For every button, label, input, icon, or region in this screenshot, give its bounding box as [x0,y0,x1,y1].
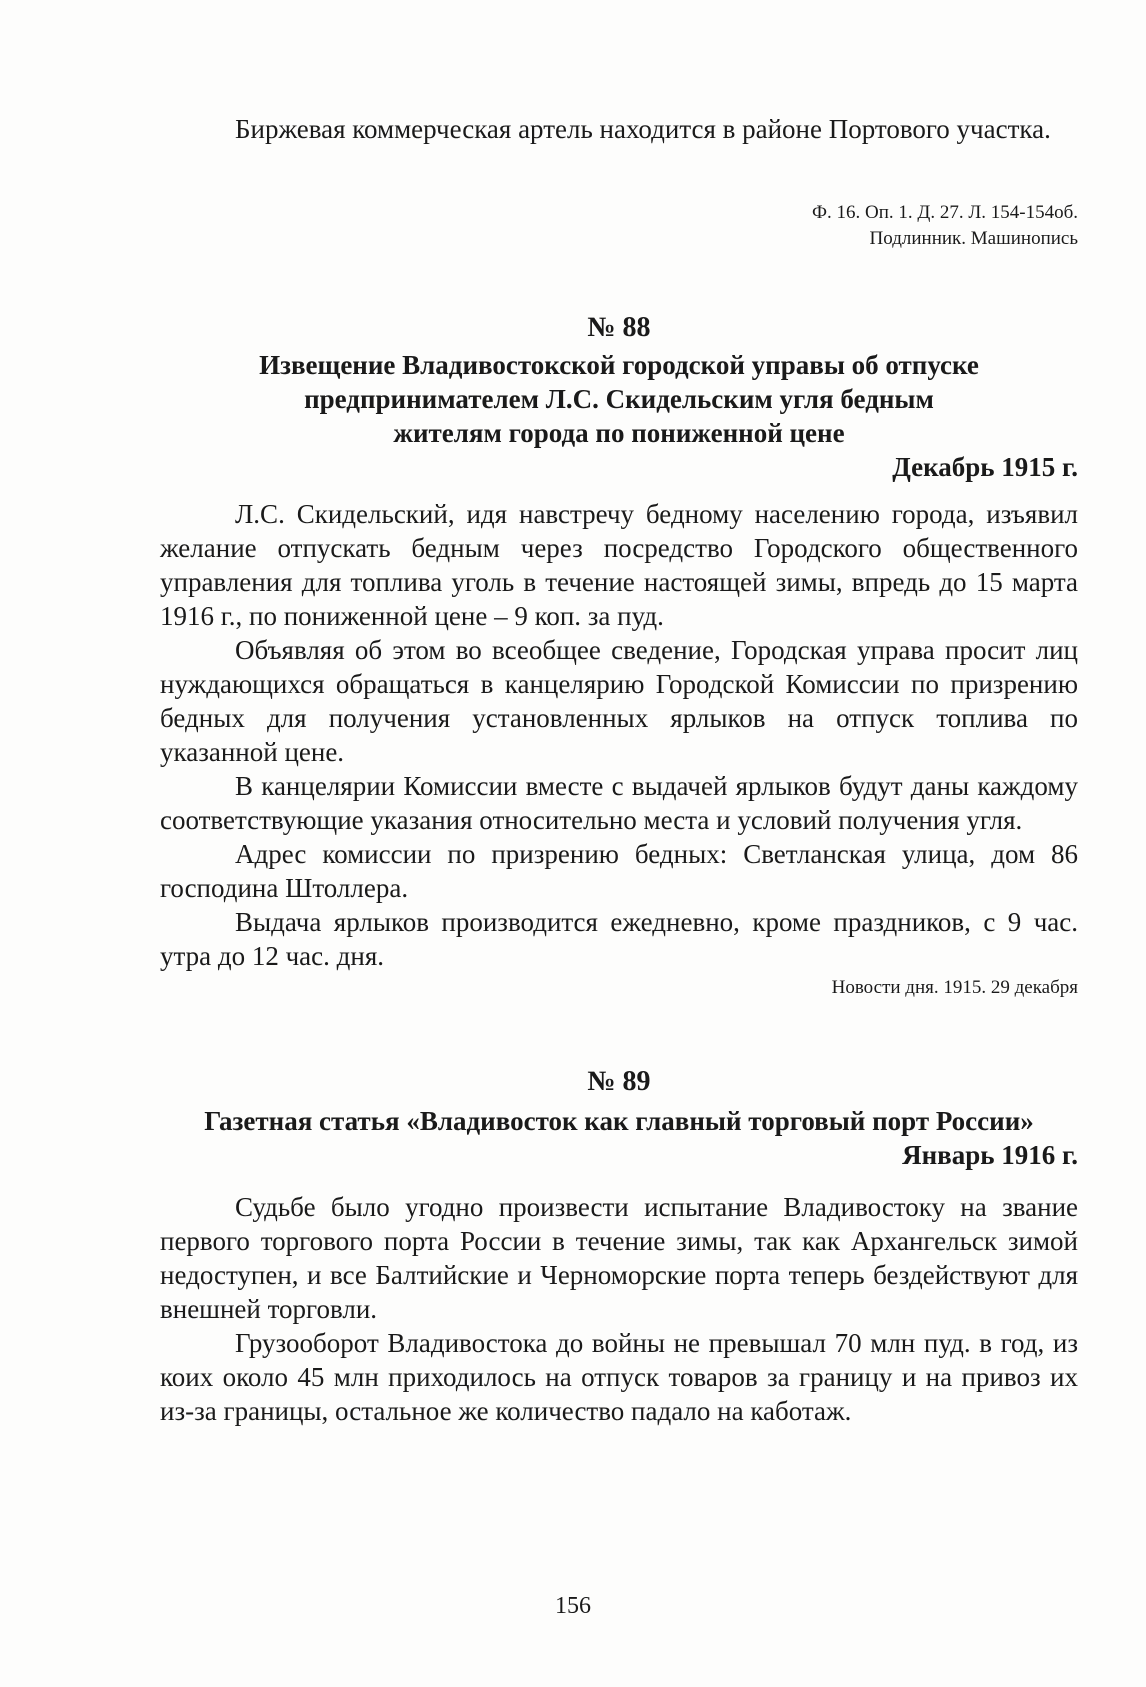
doc88-paragraph-3: В канцелярии Комиссии вместе с выдачей ярлыков будут даны каждому соответствующие указания относительно места и условий получения угля. [160,771,1078,835]
doc89-title: Газетная статья «Владивосток как главный торговый порт России» [204,1106,1034,1136]
doc89-paragraph-1: Судьбе было угодно произвести испытание Владивостоку на звание первого торгового порта России в течение зимы, так как Архангельск зимой недоступен, и все Балтийские и Черноморские порта теперь бездействуют для внешней торговли. [160,1192,1078,1324]
doc88-paragraph-1: Л.С. Скидельский, идя навстречу бедному населению города, изъявил желание отпускать бедным через посредство Городского общественного управления для топлива уголь в течение настоящей зимы, впредь до 15 марта 1916 г., по пониженной цене – 9 коп. за пуд. [160,499,1078,631]
previous-document-end [160,112,1078,146]
page-number: 156 [555,1593,591,1619]
doc88-paragraph-5: Выдача ярлыков производится ежедневно, кроме праздников, с 9 час. утра до 12 час. дня. [160,907,1078,971]
doc88-body [160,497,1078,1001]
doc88-header [160,312,1078,484]
doc88-paragraph-4: Адрес комиссии по призрению бедных: Светланская улица, дом 86 господина Штоллера. [160,839,1078,903]
doc88-number: № 88 [587,312,651,343]
doc89-body [160,1190,1078,1428]
doc88-date: Декабрь 1915 г. [892,452,1078,482]
doc88-title: Извещение Владивостокской городской управы об отпуске предпринимателем Л.С. Скидельским угля бедным жителям города по пониженной цене [259,350,979,448]
archive-reference [160,200,1078,252]
doc89-header [160,1066,1078,1172]
doc88-source: Новости дня. 1915. 29 декабря [831,977,1078,998]
doc89-date: Январь 1916 г. [902,1140,1078,1170]
doc89-number: № 89 [587,1066,651,1097]
continuation-paragraph: Биржевая коммерческая артель находится в районе Портового участка. [235,114,1051,144]
archive-ref-line2: Подлинник. Машинопись [869,228,1078,249]
doc89-paragraph-2: Грузооборот Владивостока до войны не превышал 70 млн пуд. в год, из коих около 45 млн приходилось на отпуск товаров за границу и на привоз их из-за границы, остальное же количество падало на каботаж. [160,1328,1078,1426]
doc88-paragraph-2: Объявляя об этом во всеобщее сведение, Городская управа просит лиц нуждающихся обращаться в канцелярию Городской Комиссии по призрению бедных для получения установленных ярлыков на отпуск топлива по указанной цене. [160,635,1078,767]
archive-ref-line1: Ф. 16. Оп. 1. Д. 27. Л. 154-154об. [812,202,1078,223]
